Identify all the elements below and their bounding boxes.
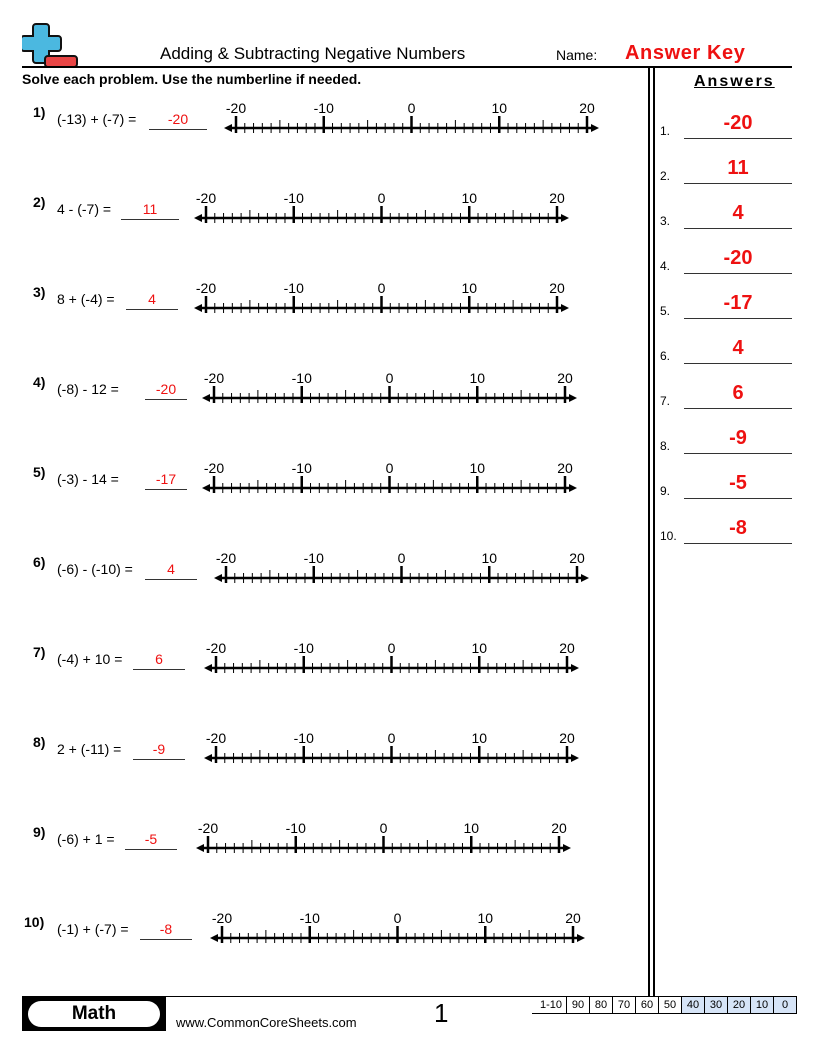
header-divider	[22, 66, 792, 68]
tick-label: 0	[393, 910, 402, 926]
arrow-left-icon	[204, 754, 212, 762]
answer-value: -20	[723, 247, 753, 269]
answers-title: Answers	[694, 73, 775, 90]
tick-label: -10	[299, 910, 320, 926]
number-line	[202, 458, 582, 494]
answer-number: 5.	[660, 304, 671, 318]
answer-number: 4.	[660, 259, 671, 273]
problem-number: 9)	[33, 824, 46, 840]
answer-value: -20	[723, 112, 753, 134]
tick-label: -20	[195, 280, 217, 296]
tick-label: 0	[385, 460, 394, 476]
tick-label: -20	[205, 640, 227, 656]
score-range-label: 1-10	[532, 997, 567, 1014]
tick-label: -20	[225, 100, 247, 116]
problem-answer[interactable]: 4	[148, 291, 156, 307]
arrow-left-icon	[194, 304, 202, 312]
tick-label: 0	[377, 190, 386, 206]
answer-line	[684, 363, 792, 364]
number-line	[210, 908, 590, 944]
tick-label: -20	[211, 910, 233, 926]
answer-line	[684, 408, 792, 409]
arrow-left-icon	[204, 664, 212, 672]
answer-number: 2.	[660, 169, 671, 183]
tick-label: 0	[377, 280, 386, 296]
number-line	[202, 368, 582, 404]
answer-blank	[121, 219, 179, 220]
tick-label: 20	[565, 910, 581, 926]
instructions: Solve each problem. Use the numberline if needed.	[22, 71, 362, 87]
problem-expression: (-1) + (-7) =	[57, 921, 129, 937]
tick-label: 0	[385, 370, 394, 386]
tick-label: 10	[463, 820, 480, 836]
answer-blank	[133, 669, 185, 670]
worksheet-title: Adding & Subtracting Negative Numbers	[160, 44, 466, 63]
tick-label: 20	[579, 100, 595, 116]
problem-number: 4)	[33, 374, 46, 390]
score-cell: 30	[705, 997, 728, 1014]
problem-answer[interactable]: -20	[155, 381, 177, 397]
answer-line	[684, 498, 792, 499]
problem-expression: (-4) + 10 =	[57, 651, 123, 667]
tick-label: -10	[285, 820, 306, 836]
answer-value: -9	[729, 427, 747, 449]
answer-blank	[145, 489, 187, 490]
arrow-right-icon	[569, 394, 577, 402]
column-divider	[653, 68, 655, 996]
answer-line	[684, 183, 792, 184]
tick-label: 20	[559, 640, 575, 656]
problem-expression: 2 + (-11) =	[57, 741, 122, 757]
answer-line	[684, 318, 792, 319]
number-line	[204, 728, 584, 764]
problem-answer[interactable]: -9	[152, 741, 166, 757]
arrow-right-icon	[571, 664, 579, 672]
tick-label: 20	[557, 370, 573, 386]
problem-number: 5)	[33, 464, 46, 480]
problem-number: 2)	[33, 194, 46, 210]
tick-label: -10	[313, 100, 334, 116]
website-link[interactable]: www.CommonCoreSheets.com	[176, 1015, 357, 1030]
number-line	[194, 278, 574, 314]
answer-number: 6.	[660, 349, 671, 363]
answer-value: -17	[723, 292, 753, 314]
answer-number: 10.	[660, 529, 677, 543]
name-label: Name:	[556, 47, 598, 63]
score-cell: 40	[682, 997, 705, 1014]
answer-line	[684, 228, 792, 229]
problem-expression: 4 - (-7) =	[57, 201, 112, 217]
arrow-right-icon	[581, 574, 589, 582]
problem-answer[interactable]: 4	[167, 561, 175, 577]
answer-number: 8.	[660, 439, 671, 453]
number-line	[214, 548, 594, 584]
tick-label: 0	[407, 100, 416, 116]
score-cell: 70	[613, 997, 636, 1014]
problem-answer[interactable]: -8	[159, 921, 173, 937]
answer-blank	[149, 129, 207, 130]
tick-label: -10	[291, 460, 312, 476]
tick-label: -20	[215, 550, 237, 566]
tick-label: -20	[203, 460, 225, 476]
number-line	[224, 98, 604, 134]
answer-value: -8	[729, 517, 747, 539]
arrow-left-icon	[214, 574, 222, 582]
answer-line	[684, 453, 792, 454]
score-cell: 10	[751, 997, 774, 1014]
problem-expression: (-6) - (-10) =	[57, 561, 133, 577]
answer-number: 3.	[660, 214, 671, 228]
problem-number: 10)	[24, 914, 45, 930]
problem-expression: (-6) + 1 =	[57, 831, 115, 847]
arrow-left-icon	[202, 394, 210, 402]
tick-label: 20	[549, 280, 565, 296]
problem-expression: (-8) - 12 =	[57, 381, 119, 397]
page-number: 1	[434, 998, 449, 1028]
tick-label: -20	[203, 370, 225, 386]
tick-label: 20	[559, 730, 575, 746]
problem-number: 1)	[33, 104, 46, 120]
score-cell: 50	[659, 997, 682, 1014]
arrow-right-icon	[569, 484, 577, 492]
tick-label: 10	[477, 910, 494, 926]
tick-label: -10	[303, 550, 324, 566]
arrow-left-icon	[202, 484, 210, 492]
tick-label: 0	[397, 550, 406, 566]
number-line	[196, 818, 576, 854]
tick-label: 10	[491, 100, 508, 116]
score-cell: 90	[567, 997, 590, 1014]
tick-label: 20	[549, 190, 565, 206]
tick-label: -10	[293, 640, 314, 656]
arrow-right-icon	[561, 214, 569, 222]
tick-label: 10	[461, 190, 478, 206]
arrow-right-icon	[591, 124, 599, 132]
score-cell: 80	[590, 997, 613, 1014]
tick-label: 10	[469, 370, 486, 386]
answer-value: 11	[727, 157, 749, 179]
answer-blank	[125, 849, 177, 850]
tick-label: -10	[291, 370, 312, 386]
problem-expression: (-3) - 14 =	[57, 471, 119, 487]
answer-line	[684, 543, 792, 544]
column-divider	[648, 68, 650, 996]
score-table	[532, 996, 797, 1014]
problem-answer[interactable]: -20	[167, 111, 189, 127]
plus-minus-logo-icon	[22, 22, 80, 70]
arrow-left-icon	[196, 844, 204, 852]
tick-label: -20	[195, 190, 217, 206]
tick-label: -10	[283, 280, 304, 296]
tick-label: 20	[557, 460, 573, 476]
tick-label: 0	[387, 640, 396, 656]
problem-answer[interactable]: -5	[144, 831, 158, 847]
answer-blank	[140, 939, 192, 940]
answer-value: -5	[729, 472, 747, 494]
answer-value: 4	[732, 337, 744, 359]
problem-expression: 8 + (-4) =	[57, 291, 115, 307]
answer-value: 6	[732, 382, 744, 404]
problem-number: 8)	[33, 734, 46, 750]
tick-label: 10	[471, 640, 488, 656]
answer-number: 1.	[660, 124, 671, 138]
tick-label: -10	[293, 730, 314, 746]
score-cell: 60	[636, 997, 659, 1014]
answer-line	[684, 273, 792, 274]
number-line	[194, 188, 574, 224]
answer-blank	[145, 399, 187, 400]
arrow-right-icon	[571, 754, 579, 762]
problem-number: 6)	[33, 554, 46, 570]
tick-label: 10	[471, 730, 488, 746]
answer-line	[684, 138, 792, 139]
answer-number: 9.	[660, 484, 671, 498]
tick-label: 10	[469, 460, 486, 476]
answer-value: 4	[732, 202, 744, 224]
problem-number: 3)	[33, 284, 46, 300]
problem-number: 7)	[33, 644, 46, 660]
answer-blank	[133, 759, 185, 760]
problem-answer[interactable]: 11	[142, 201, 158, 217]
problem-answer[interactable]: 6	[155, 651, 163, 667]
tick-label: -10	[283, 190, 304, 206]
tick-label: 0	[387, 730, 396, 746]
arrow-left-icon	[224, 124, 232, 132]
tick-label: 10	[481, 550, 498, 566]
tick-label: -20	[197, 820, 219, 836]
arrow-right-icon	[561, 304, 569, 312]
answer-blank	[145, 579, 197, 580]
tick-label: 10	[461, 280, 478, 296]
tick-label: -20	[205, 730, 227, 746]
arrow-right-icon	[563, 844, 571, 852]
arrow-right-icon	[577, 934, 585, 942]
score-cell: 0	[774, 997, 797, 1014]
arrow-left-icon	[210, 934, 218, 942]
problem-answer[interactable]: -17	[155, 471, 177, 487]
tick-label: 20	[569, 550, 585, 566]
answer-blank	[126, 309, 178, 310]
answer-number: 7.	[660, 394, 671, 408]
problem-expression: (-13) + (-7) =	[57, 111, 137, 127]
tick-label: 20	[551, 820, 567, 836]
subject-label: Math	[28, 1001, 160, 1027]
score-cell: 20	[728, 997, 751, 1014]
name-value: Answer Key	[625, 42, 746, 64]
tick-label: 0	[379, 820, 388, 836]
number-line	[204, 638, 584, 674]
arrow-left-icon	[194, 214, 202, 222]
